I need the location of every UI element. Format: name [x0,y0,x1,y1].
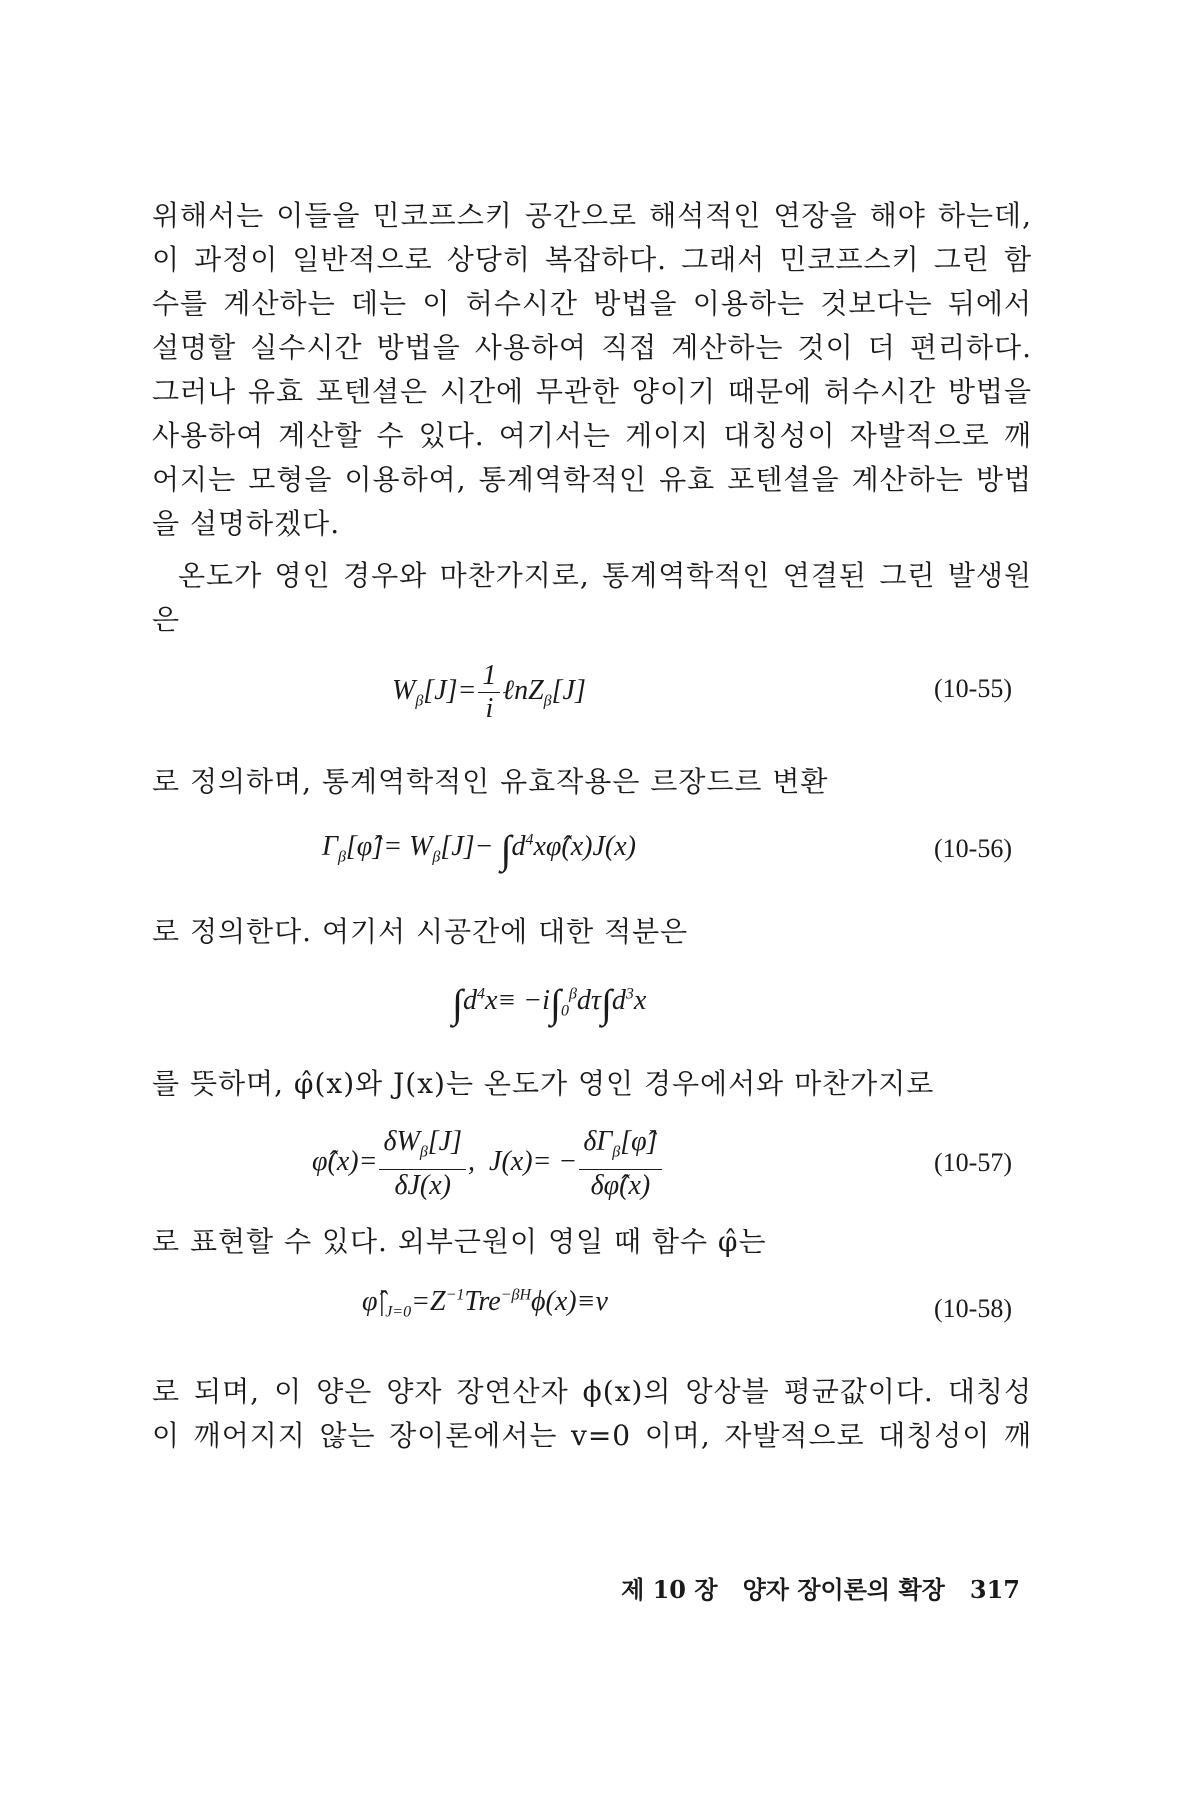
text-line: 온도가 영인 경우와 마찬가지로, 통계역학적인 연결된 그린 발생원 [178,559,1032,592]
equation-number: (10-55) [934,674,1012,703]
equation-number: (10-57) [934,1148,1012,1177]
equation-10-57: φ̂(x)= $\frac{\delta W_\beta[J]}{\delta J(x)}$ , J(x)= − $\frac{\delta\Gamma_\beta[\varphî]}{\delta\varphî(x)}$ (10-57) [312,1126,1012,1201]
equation-10-56: $\Gamma_\beta[\varphî]= W_\beta[J]-$ $\int d^4x\varphî(x)J(x)$ (10-56) [322,827,1012,872]
text-line: 로 되며, 이 양은 양자 장연산자 ϕ(x)의 앙상블 평균값이다. 대칭성 [152,1375,1032,1408]
text-line: 은 [152,603,181,636]
equation-10-55: $W_\beta[J]=$ $\frac{1}{i}$ ℓnZ$_\beta$[J] (10-55) [392,660,1012,724]
text-line: 설명할 실수시간 방법을 사용하여 직접 계산하는 것이 더 편리하다. [152,331,1032,364]
text-line: 로 표현할 수 있다. 외부근원이 영일 때 함수 φ̂는 [152,1225,767,1258]
text-line: 로 정의한다. 여기서 시공간에 대한 적분은 [152,915,689,948]
text-line: 를 뜻하며, φ̂(x)와 J(x)는 온도가 영인 경우에서와 마찬가지로 [152,1067,935,1100]
text-line: 이 과정이 일반적으로 상당히 복잡하다. 그래서 민코프스키 그린 함 [152,243,1032,276]
chapter-title: 양자 장이론의 확장 [742,1575,945,1604]
equation-number: (10-58) [934,1294,1012,1323]
text-line: 어지는 모형을 이용하여, 통계역학적인 유효 포텐셜을 계산하는 방법 [152,463,1032,496]
text-line: 을 설명하겠다. [152,507,341,540]
page-number: 317 [969,1575,1020,1604]
chapter-label: 제 10 장 [621,1575,718,1604]
text-line: 사용하여 계산할 수 있다. 여기서는 게이지 대칭성이 자발적으로 깨 [152,419,1032,452]
text-line: 로 정의하며, 통계역학적인 유효작용은 르장드르 변환 [152,765,829,798]
text-line: 수를 계산하는 데는 이 허수시간 방법을 이용하는 것보다는 뒤에서 [152,287,1032,320]
text-line: 위해서는 이들을 민코프스키 공간으로 해석적인 연장을 해야 하는데, [152,199,1032,232]
page-footer [600,1570,1020,1605]
equation-integral-definition: $\int d^4x\equiv -i\int_0^\beta d\tau\int d^3x$ [452,981,647,1026]
text-line: 그러나 유효 포텐셜은 시간에 무관한 양이기 때문에 허수시간 방법을 [152,375,1032,408]
text-line: 이 깨어지지 않는 장이론에서는 v=0 이며, 자발적으로 대칭성이 깨 [152,1419,1032,1452]
equation-number: (10-56) [934,834,1012,863]
equation-10-58: $\varphî|_{J=0}=Z^{-1}Tre^{-\beta H}\phi(x)\equiv v$ (10-58) [362,1286,1012,1323]
